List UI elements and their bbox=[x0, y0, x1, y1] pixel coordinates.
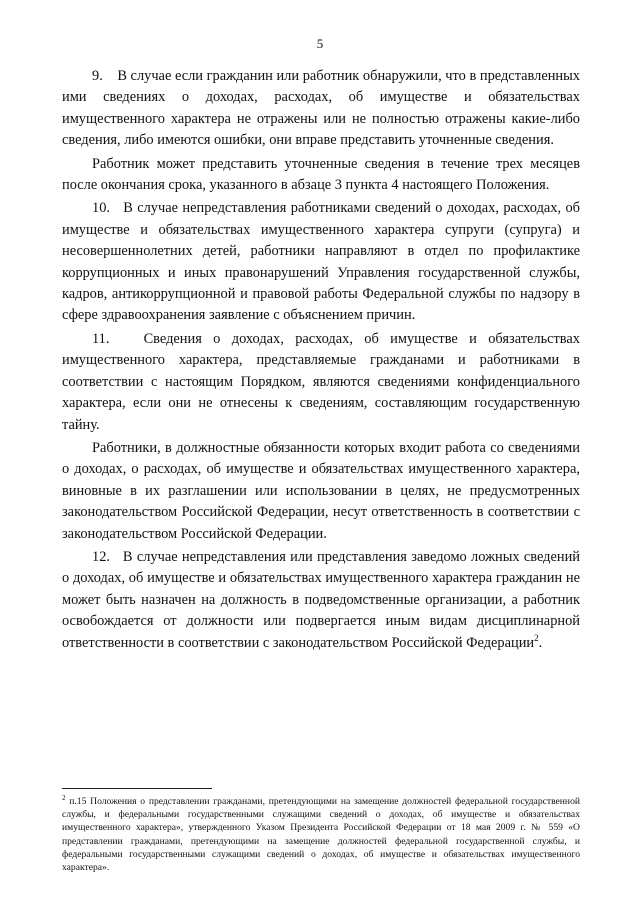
paragraph-12-text: 12. В случае непредставления или представления заведомо ложных сведений о доходах, об имуществе и обязательствах имущественного характера гражданин не может быть назначен на должность в подведомственные организации, а работник освобождается от должности или подвергается иным видам дисциплинарной ответственности в соответствии с законодательством Российской Федерации bbox=[62, 548, 580, 651]
footnote-text: п.15 Положения о представлении гражданами, претендующими на замещение должностей федеральной государственной службы, и федеральными государственными служащими сведений о доходах, об имуществе и обязательствах имущественного характера», утвержденного Указом Президента Российской Федерации от 18 мая 2009 г. № 559 «О представлении гражданами, претендующими на замещение должностей федеральной государственной службы, и федеральными государственными служащими сведений о доходах, об имуществе и обязательствах имущественного характера». bbox=[62, 796, 580, 874]
page-number: 5 bbox=[316, 36, 324, 51]
paragraph-10: 10. В случае непредставления работниками сведений о доходах, расходах, об имуществе и обязательствах имущественного характера супруги (супруга) и несовершеннолетних детей, работники направляют в отдел по профилактике коррупционных и иных правонарушений Управления государственной службы, кадров, антикоррупционной и правовой работы Федеральной службы по надзору в сфере здравоохранения заявление с объяснением причин. bbox=[62, 200, 580, 324]
paragraph-9-continuation: Работник может представить уточненные сведения в течение трех месяцев после окончания срока, указанного в абзаце 3 пункта 4 настоящего Положения. bbox=[62, 155, 580, 194]
paragraph-12 bbox=[62, 547, 580, 654]
paragraph-11-continuation: Работники, в должностные обязанности которых входит работа со сведениями о доходах, о расходах, об имуществе и обязательствах имущественного характера, виновные в их разглашении или использовании в целях, не предусмотренных законодательством Российской Федерации, несут ответственность в соответствии с законодательством Российской Федерации. bbox=[62, 439, 580, 542]
paragraph-12-tail: . bbox=[538, 634, 543, 651]
document-body bbox=[62, 66, 580, 654]
paragraph-9: 9. В случае если гражданин или работник обнаружили, что в представленных ими сведениях о доходах, расходах, об имуществе и обязательствах имущественного характера не отражены или не полностью отражены какие-либо сведения, либо имеются ошибки, они вправе представить уточненные сведения. bbox=[62, 68, 580, 149]
footnote-divider bbox=[62, 788, 212, 789]
footnote-reference: 2 bbox=[534, 632, 539, 643]
paragraph-11: 11. Сведения о доходах, расходах, об имуществе и обязательствах имущественного характера, представляемые гражданами и работниками в соответствии с настоящим Порядком, являются сведениями конфиденциального характера, если они не отнесены к сведениям, составляющим государственную тайну. bbox=[62, 330, 580, 433]
footnote-marker: 2 bbox=[62, 794, 66, 802]
footnote bbox=[62, 795, 580, 874]
